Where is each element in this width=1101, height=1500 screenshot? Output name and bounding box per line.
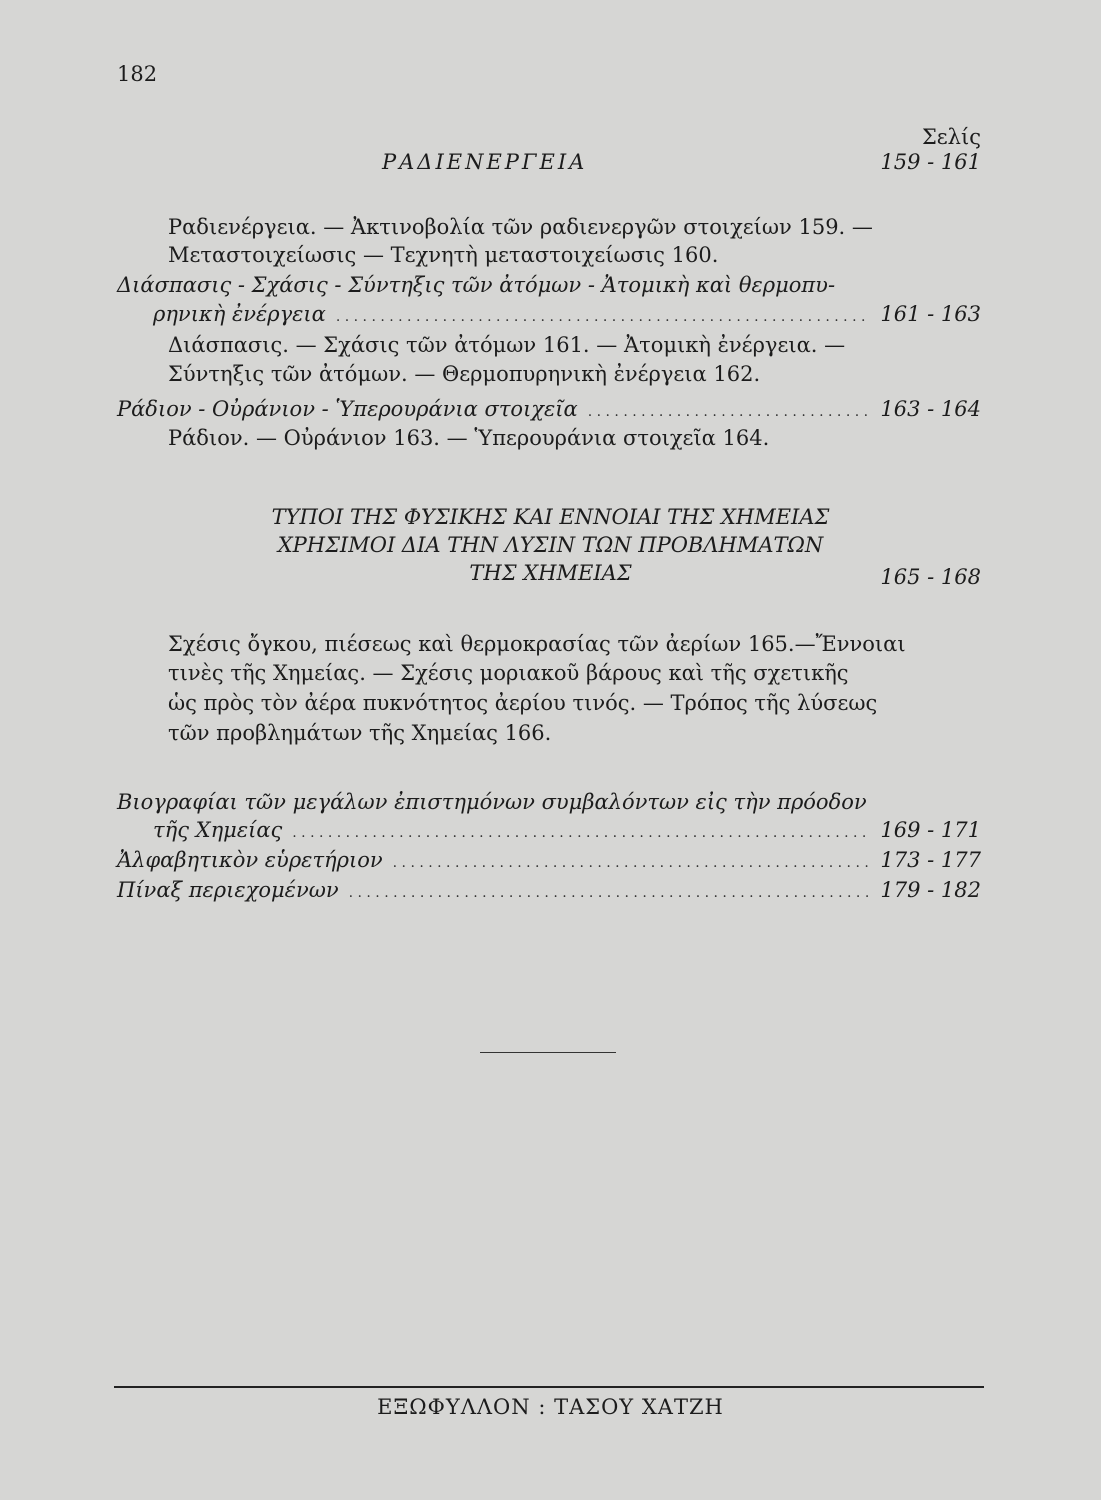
toc-entry-title: Ἀλφαβητικὸν εὑρετήριον: [117, 848, 383, 872]
page-number: 182: [117, 62, 158, 86]
section-pages: 165 - 168: [880, 565, 981, 589]
toc-entry-title-cont: ρηνικὴ ἐνέργεια: [153, 302, 326, 326]
dot-leader: [588, 395, 871, 426]
toc-entry-pages: 163 - 164: [880, 397, 981, 421]
summary-line: Ραδιενέργεια. — Ἀκτινοβολία τῶν ραδιενεργῶν στοιχείων 159. —: [168, 215, 873, 239]
summary-line: τινὲς τῆς Χημείας. — Σχέσις μοριακοῦ βάρους καὶ τῆς σχετικῆς: [168, 661, 849, 685]
section-title: ΡΑΔΙΕΝΕΡΓΕΙΑ: [382, 150, 588, 174]
toc-entry-title: Βιογραφίαι τῶν μεγάλων ἐπιστημόνων συμβαλόντων εἰς τὴν πρόοδον: [117, 790, 867, 814]
toc-entry-fission: [153, 300, 981, 331]
section-title-line: ΤΥΠΟΙ ΤΗΣ ΦΥΣΙΚΗΣ ΚΑΙ ΕΝΝΟΙΑΙ ΤΗΣ ΧΗΜΕΙΑΣ: [271, 505, 830, 529]
section-title-line: ΤΗΣ ΧΗΜΕΙΑΣ: [469, 561, 632, 585]
section-title-line: ΧΡΗΣΙΜΟΙ ΔΙΑ ΤΗΝ ΛΥΣΙΝ ΤΩΝ ΠΡΟΒΛΗΜΑΤΩΝ: [277, 533, 824, 557]
toc-entry-pages: 161 - 163: [880, 302, 981, 326]
summary-line: Σύντηξις τῶν ἀτόμων. — Θερμοπυρηνικὴ ἐνέργεια 162.: [168, 362, 761, 386]
toc-entry-pages: 173 - 177: [880, 848, 981, 872]
toc-entry-biographies: [153, 816, 981, 847]
toc-entry-title: Πίναξ περιεχομένων: [117, 878, 339, 902]
toc-entry-pages: 179 - 182: [880, 878, 981, 902]
summary-line: Σχέσις ὄγκου, πιέσεως καὶ θερμοκρασίας τῶν ἀερίων 165.—Ἔννοιαι: [168, 632, 906, 656]
dot-leader: [349, 876, 871, 907]
footer-rule: [114, 1386, 984, 1388]
section-pages-row: [117, 563, 981, 591]
summary-line: Ράδιον. — Οὐράνιον 163. — Ὑπερουράνια στοιχεῖα 164.: [168, 426, 770, 450]
pages-column-label: Σελίς: [921, 125, 981, 149]
summary-line: ὡς πρὸς τὸν ἀέρα πυκνότητος ἀερίου τινός. — Τρόπος τῆς λύσεως: [168, 691, 878, 715]
toc-entry-contents: [117, 876, 981, 907]
end-rule: [480, 1052, 616, 1053]
toc-entry-title: Ράδιον - Οὐράνιον - Ὑπερουράνια στοιχεῖα: [117, 397, 578, 421]
dot-leader: [292, 816, 870, 847]
summary-line: τῶν προβλημάτων τῆς Χημείας 166.: [168, 721, 552, 745]
toc-entry-pages: 169 - 171: [880, 818, 981, 842]
dot-leader: [336, 300, 871, 331]
cover-credit: ΕΞΩΦΥΛΛΟΝ : ΤΑΣΟΥ ΧΑΤΖΗ: [377, 1395, 724, 1419]
section-pages: 159 - 161: [880, 150, 981, 174]
toc-entry-title-cont: τῆς Χημείας: [153, 818, 283, 842]
toc-entry-index: [117, 846, 981, 877]
summary-line: Διάσπασις. — Σχάσις τῶν ἀτόμων 161. — Ἀτομικὴ ἐνέργεια. —: [168, 333, 846, 357]
summary-line: Μεταστοιχείωσις — Τεχνητὴ μεταστοιχείωσις 160.: [168, 243, 719, 267]
dot-leader: [393, 846, 871, 877]
toc-entry-title: Διάσπασις - Σχάσις - Σύντηξις τῶν ἀτόμων - Ἀτομικὴ καὶ θερμοπυ-: [117, 273, 836, 297]
toc-entry-radium: [117, 395, 981, 426]
